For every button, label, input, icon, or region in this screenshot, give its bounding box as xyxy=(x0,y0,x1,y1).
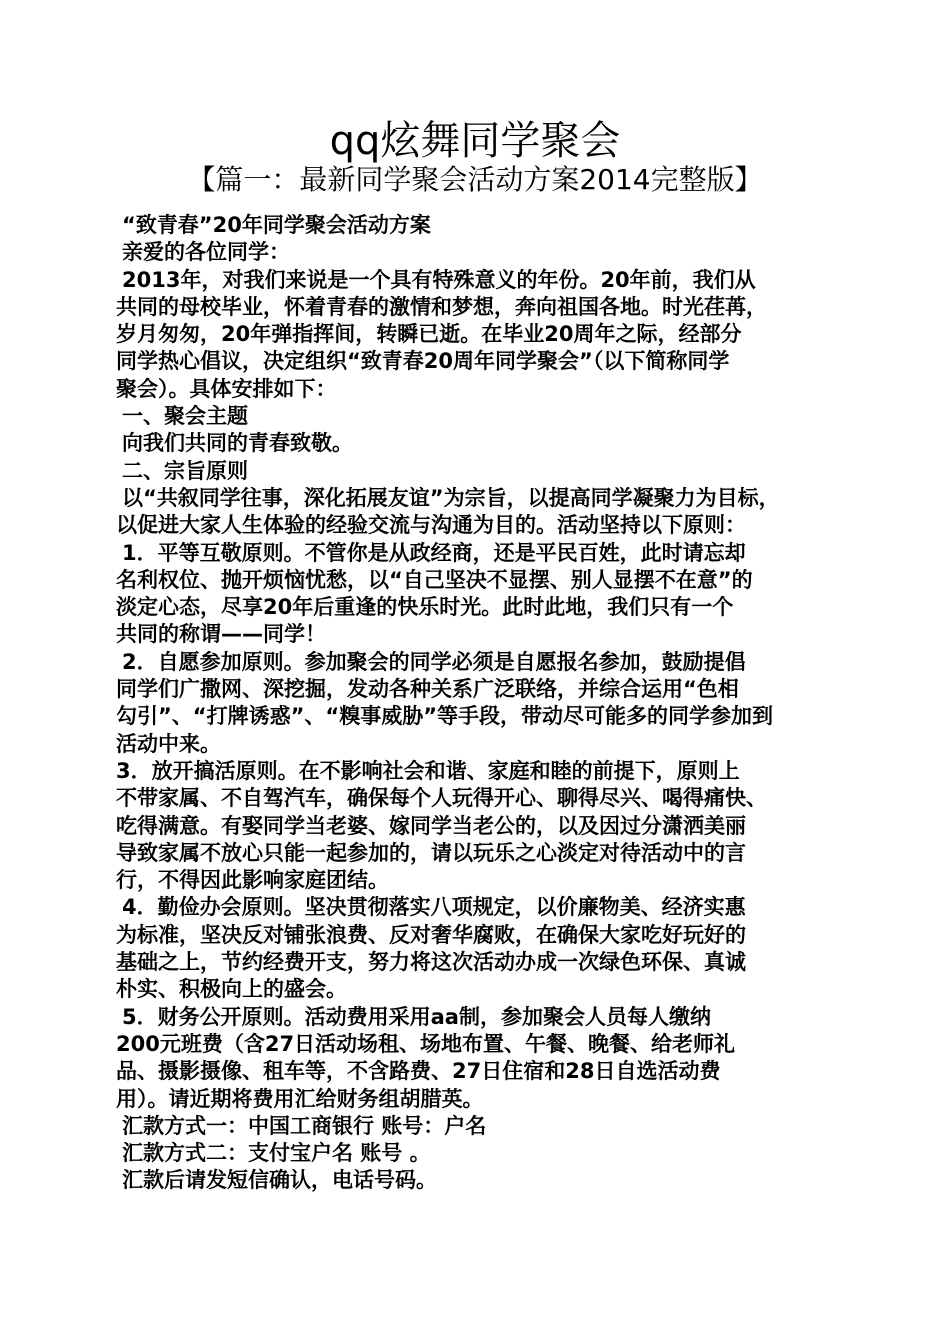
paragraph-line: 3．放开搞活原则。在不影响社会和谐、家庭和睦的前提下，原则上 xyxy=(116,758,740,783)
paragraph-line: 2013年，对我们来说是一个具有特殊意义的年份。20年前，我们从 xyxy=(122,267,756,292)
paragraph-line: 活动中来。 xyxy=(116,731,221,756)
paragraph-line: 共同的母校毕业，怀着青春的激情和梦想，奔向祖国各地。时光荏苒， xyxy=(116,294,767,319)
paragraph-line: 导致家属不放心只能一起参加的，请以玩乐之心淡定对待活动中的言 xyxy=(116,840,746,865)
paragraph-line: 聚会）。具体安排如下： xyxy=(116,376,337,401)
salutation-line: 亲爱的各位同学： xyxy=(122,240,290,265)
paragraph-line: 行，不得因此影响家庭团结。 xyxy=(116,868,389,893)
paragraph-line: 品、摄影摄像、租车等，不含路费、27日住宿和28日自选活动费 xyxy=(116,1059,721,1084)
payment-method-line: 汇款方式二：支付宝户名 账号 。 xyxy=(122,1141,431,1166)
paragraph-line: 以“共叙同学往事，深化拓展友谊”为宗旨，以提高同学凝聚力为目标， xyxy=(122,485,780,510)
paragraph-line: 5．财务公开原则。活动费用采用aa制，参加聚会人员每人缴纳 xyxy=(122,1004,711,1029)
paragraph-line: 用）。请近期将费用汇给财务组胡腊英。 xyxy=(116,1086,484,1111)
paragraph-line: 同学们广撒网、深挖掘，发动各种关系广泛联络，并综合运用“色相 xyxy=(116,677,739,702)
paragraph-line: 淡定心态，尽享20年后重逢的快乐时光。此时此地，我们只有一个 xyxy=(116,595,734,620)
paragraph-line: 1．平等互敬原则。不管你是从政经商，还是平民百姓，此时请忘却 xyxy=(122,540,746,565)
paragraph-line: 2．自愿参加原则。参加聚会的同学必须是自愿报名参加，鼓励提倡 xyxy=(122,649,746,674)
document-body xyxy=(116,212,856,1195)
confirmation-line: 汇款后请发短信确认，电话号码。 xyxy=(122,1168,437,1193)
paragraph-line: 向我们共同的青春致敬。 xyxy=(122,431,353,456)
paragraph-line: 名利权位、抛开烦恼忧愁，以“自己坚决不显摆、别人显摆不在意”的 xyxy=(116,567,753,592)
paragraph-line: 共同的称谓——同学！ xyxy=(116,622,326,647)
paragraph-line: 基础之上，节约经费开支，努力将这次活动办成一次绿色环保、真诚 xyxy=(116,950,746,975)
paragraph-line: 200元班费（含27日活动场租、场地布置、午餐、晚餐、给老师礼 xyxy=(116,1031,736,1056)
paragraph-line: 岁月匆匆，20年弹指挥间，转瞬已逝。在毕业20周年之际，经部分 xyxy=(116,322,742,347)
section-heading-line: 二、宗旨原则 xyxy=(122,458,248,483)
section-heading-line: 一、聚会主题 xyxy=(122,404,248,429)
paragraph-line: 为标准，坚决反对铺张浪费、反对奢华腐败，在确保大家吃好玩好的 xyxy=(116,922,746,947)
paragraph-line: 4．勤俭办会原则。坚决贯彻落实八项规定，以价廉物美、经济实惠 xyxy=(122,895,746,920)
document-subtitle: 【篇一：最新同学聚会活动方案2014完整版】 xyxy=(187,163,763,196)
heading-line: “致青春”20年同学聚会活动方案 xyxy=(122,213,431,237)
payment-method-line: 汇款方式一：中国工商银行 账号：户名 xyxy=(122,1113,487,1138)
paragraph-line: 朴实、积极向上的盛会。 xyxy=(116,977,347,1002)
paragraph-line: 以促进大家人生体验的经验交流与沟通为目的。活动坚持以下原则： xyxy=(116,513,746,538)
paragraph-line: 勾引”、“打牌诱惑”、“糗事威胁”等手段，带动尽可能多的同学参加到 xyxy=(116,704,774,729)
paragraph-line: 吃得满意。有娶同学当老婆、嫁同学当老公的，以及因过分潇洒美丽 xyxy=(116,813,746,838)
document-title: qq炫舞同学聚会 xyxy=(329,118,621,164)
paragraph-line: 同学热心倡议，决定组织“致青春20周年同学聚会”（以下简称同学 xyxy=(116,349,730,374)
paragraph-line: 不带家属、不自驾汽车，确保每个人玩得开心、聊得尽兴、喝得痛快、 xyxy=(116,786,767,811)
